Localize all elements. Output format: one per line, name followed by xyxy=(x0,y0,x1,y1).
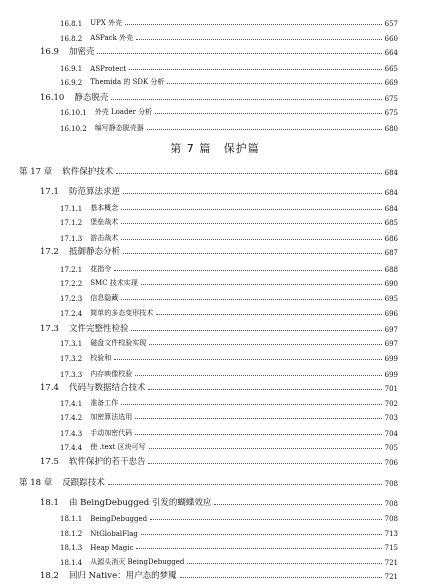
dot-leader xyxy=(121,404,381,405)
toc-entry-title: 信息隐藏 xyxy=(90,294,119,302)
toc-entry-number: 16.10 xyxy=(40,93,65,103)
dot-leader xyxy=(141,534,382,535)
dot-leader xyxy=(149,448,382,449)
dot-leader xyxy=(121,223,381,224)
toc-entry-page: 680 xyxy=(384,125,398,133)
toc-entry-number: 17.2 xyxy=(40,247,59,257)
toc-entry-page: 684 xyxy=(384,189,398,197)
dot-leader xyxy=(187,563,381,564)
toc-entry-page: 705 xyxy=(384,444,398,452)
toc-entry-number: 18.1.3 xyxy=(60,544,83,552)
dot-leader xyxy=(155,113,381,114)
toc-entry-page: 657 xyxy=(384,20,398,28)
dot-leader xyxy=(156,314,381,315)
toc-entry-number: 17.2.3 xyxy=(60,295,83,303)
toc-entry[interactable] xyxy=(40,322,398,334)
dot-leader xyxy=(136,39,382,40)
toc-entry[interactable] xyxy=(40,245,398,257)
toc-entry-page: 675 xyxy=(384,109,398,117)
toc-entry-page: 713 xyxy=(384,530,398,538)
toc-entry[interactable] xyxy=(40,185,398,197)
toc-entry-page: 684 xyxy=(384,169,398,177)
dot-leader xyxy=(135,418,381,419)
toc-entry[interactable] xyxy=(40,45,398,57)
toc-entry-title: 手动加密代码 xyxy=(90,429,133,437)
toc-entry-number: 16.9 xyxy=(40,47,59,57)
toc-entry-page: 675 xyxy=(384,95,398,103)
toc-entry-number: 17.3.2 xyxy=(60,355,83,363)
dot-leader xyxy=(116,173,381,174)
toc-entry-title: 花指令 xyxy=(90,265,112,273)
toc-entry-page: 699 xyxy=(384,371,398,379)
toc-entry-title: 软件保护技术 xyxy=(62,167,114,177)
toc-entry-page: 702 xyxy=(384,400,398,408)
toc-entry[interactable] xyxy=(60,367,398,379)
toc-entry-page: 708 xyxy=(384,515,398,523)
toc-entry-number: 第 18 章 xyxy=(19,478,53,488)
dot-leader xyxy=(136,548,381,549)
dot-leader xyxy=(180,577,382,578)
toc-entry[interactable] xyxy=(40,381,398,393)
toc-entry-page: 688 xyxy=(384,266,398,274)
toc-entry[interactable] xyxy=(40,91,398,103)
toc-entry-number: 17.2.1 xyxy=(60,266,83,274)
dot-leader xyxy=(121,239,381,240)
toc-entry-page: 701 xyxy=(384,385,398,393)
toc-entry-number: 18.1 xyxy=(40,498,59,508)
toc-entry[interactable] xyxy=(60,75,398,87)
dot-leader xyxy=(214,504,381,505)
toc-entry-title: ASPack 外壳 xyxy=(90,34,134,42)
toc-entry[interactable] xyxy=(60,555,398,567)
dot-leader xyxy=(123,253,382,254)
toc-entry-number: 17.4.1 xyxy=(60,400,83,408)
dot-leader xyxy=(123,193,382,194)
toc-entry-title: NtGlobalFlag xyxy=(90,530,138,538)
toc-entry-title: 从源头消灭 BeingDebugged xyxy=(90,558,185,566)
toc-entry-number: 17.2.4 xyxy=(60,310,83,318)
toc-entry-page: 695 xyxy=(384,295,398,303)
toc-entry[interactable] xyxy=(60,201,398,213)
dot-leader xyxy=(149,344,381,345)
toc-entry-title: 文件完整性检验 xyxy=(68,324,129,334)
toc-entry[interactable] xyxy=(60,262,398,274)
toc-entry-page: 708 xyxy=(384,500,398,508)
toc-entry-number: 16.8.1 xyxy=(60,20,83,28)
dot-leader xyxy=(150,519,382,520)
dot-leader xyxy=(131,330,381,331)
toc-entry-title: UPX 外壳 xyxy=(90,19,123,27)
toc-entry-page: 708 xyxy=(384,480,398,488)
toc-entry[interactable] xyxy=(19,476,398,488)
dot-leader xyxy=(167,83,381,84)
toc-entry-page: 721 xyxy=(384,559,398,567)
part-title: 保护篇 xyxy=(223,142,260,155)
toc-entry-page: 715 xyxy=(384,544,398,552)
toc-entry[interactable] xyxy=(60,291,398,303)
toc-entry[interactable] xyxy=(60,526,398,538)
toc-entry[interactable] xyxy=(60,61,398,73)
toc-entry-number: 16.9.2 xyxy=(60,79,83,87)
toc-entry-number: 17.4.2 xyxy=(60,414,83,422)
toc-entry-title: 使 .text 区块可写 xyxy=(90,443,146,451)
toc-entry-page: 665 xyxy=(384,65,398,73)
toc-entry-page: 697 xyxy=(384,340,398,348)
toc-entry[interactable] xyxy=(40,569,398,581)
toc-entry-number: 17.4 xyxy=(40,383,59,393)
dot-leader xyxy=(114,270,381,271)
toc-entry[interactable] xyxy=(60,410,398,422)
toc-entry-number: 18.1.1 xyxy=(60,515,83,523)
toc-entry-number: 16.9.1 xyxy=(60,65,83,73)
toc-entry[interactable] xyxy=(60,105,398,117)
toc-entry-number: 17.4.3 xyxy=(60,430,83,438)
part-heading xyxy=(0,140,430,156)
toc-entry-page: 706 xyxy=(384,459,398,467)
toc-entry-title: 校验和 xyxy=(90,354,112,362)
toc-entry-number: 16.10.1 xyxy=(60,109,87,117)
toc-entry-title: 软件保护的若干忠告 xyxy=(68,457,146,467)
toc-entry-number: 17.1.3 xyxy=(60,235,83,243)
toc-entry-number: 17.3.1 xyxy=(60,340,83,348)
toc-entry-title: 抵御静态分析 xyxy=(68,247,120,257)
toc-entry-page: 697 xyxy=(384,326,398,334)
toc-entry[interactable] xyxy=(40,455,398,467)
toc-entry-number: 18.2 xyxy=(40,571,59,581)
toc-entry[interactable] xyxy=(60,121,398,133)
toc-entry[interactable] xyxy=(60,511,398,523)
toc-entry-title: 游击战术 xyxy=(90,234,119,242)
dot-leader xyxy=(114,359,381,360)
toc-entry-number: 17.3 xyxy=(40,324,59,334)
toc-entry-page: 703 xyxy=(384,414,398,422)
toc-entry-title: 代码与数据结合技术 xyxy=(68,383,146,393)
toc-entry[interactable] xyxy=(60,426,398,438)
toc-entry-page: 686 xyxy=(384,235,398,243)
toc-entry-page: 664 xyxy=(384,49,398,57)
toc-entry[interactable] xyxy=(60,336,398,348)
dot-leader xyxy=(141,284,382,285)
toc-entry-title: 磁盘文件校验实现 xyxy=(90,339,147,347)
toc-entry-title: 准备工作 xyxy=(90,399,119,407)
toc-entry[interactable] xyxy=(40,496,398,508)
toc-entry-title: BeingDebugged xyxy=(90,515,148,523)
toc-entry-page: 696 xyxy=(384,310,398,318)
toc-entry-number: 17.2.2 xyxy=(60,280,83,288)
dot-leader xyxy=(148,463,381,464)
toc-entry-number: 17.5 xyxy=(40,457,59,467)
toc-entry-title: Heap Magic xyxy=(90,544,134,552)
toc-entry-number: 18.1.2 xyxy=(60,530,83,538)
toc-entry[interactable] xyxy=(60,231,398,243)
toc-entry-page: 685 xyxy=(384,219,398,227)
toc-entry-title: 基本概念 xyxy=(90,204,119,212)
dot-leader xyxy=(111,99,381,100)
toc-entry-title: 编写静态脱壳器 xyxy=(94,124,144,132)
toc-entry-page: 690 xyxy=(384,280,398,288)
part-label: 第 7 篇 xyxy=(170,142,212,155)
toc-entry-number: 17.1.1 xyxy=(60,205,83,213)
toc-entry-title: 回归 Native：用户态的梦魇 xyxy=(68,571,177,581)
toc-entry[interactable] xyxy=(60,396,398,408)
toc-entry-title: 简单的多态变形技术 xyxy=(90,309,154,317)
toc-entry[interactable] xyxy=(60,276,398,288)
toc-entry-number: 16.10.2 xyxy=(60,125,87,133)
toc-entry[interactable] xyxy=(60,31,398,43)
toc-entry[interactable] xyxy=(60,540,398,552)
toc-entry-title: 加密壳 xyxy=(68,47,95,57)
toc-entry[interactable] xyxy=(60,215,398,227)
toc-entry-title: ASProtect xyxy=(90,65,127,73)
toc-entry-page: 669 xyxy=(384,79,398,87)
toc-entry-title: 反跟踪技术 xyxy=(62,478,105,488)
dot-leader xyxy=(147,129,382,130)
toc-entry-title: Themida 的 SDK 分析 xyxy=(90,78,165,86)
toc-entry-title: 堡垒战术 xyxy=(90,218,119,226)
toc-entry[interactable] xyxy=(19,165,398,177)
dot-leader xyxy=(129,69,382,70)
toc-entry-page: 721 xyxy=(384,573,398,581)
toc-entry[interactable] xyxy=(60,16,398,28)
toc-entry-number: 17.3.3 xyxy=(60,371,83,379)
dot-leader xyxy=(121,209,381,210)
toc-entry-page: 684 xyxy=(384,205,398,213)
toc-entry-number: 17.1 xyxy=(40,187,59,197)
toc-entry-page: 704 xyxy=(384,430,398,438)
dot-leader xyxy=(125,24,382,25)
toc-entry[interactable] xyxy=(60,306,398,318)
toc-entry[interactable] xyxy=(60,440,398,452)
toc-entry-title: 加密算法选用 xyxy=(90,413,133,421)
toc-entry-title: 由 BeingDebugged 引发的蝴蝶效应 xyxy=(68,498,212,508)
toc-entry-title: 内存映像校验 xyxy=(90,370,133,378)
toc-entry[interactable] xyxy=(60,351,398,363)
toc-entry-title: SMC 技术实现 xyxy=(90,279,138,287)
toc-entry-number: 16.8.2 xyxy=(60,35,83,43)
toc-entry-title: 防范算法求逆 xyxy=(68,187,120,197)
toc-entry-page: 687 xyxy=(384,249,398,257)
toc-entry-page: 660 xyxy=(384,35,398,43)
dot-leader xyxy=(97,53,381,54)
toc-entry-number: 第 17 章 xyxy=(19,167,53,177)
dot-leader xyxy=(108,484,382,485)
toc-entry-number: 17.4.4 xyxy=(60,444,83,452)
toc-entry-title: 静态脱壳 xyxy=(74,93,109,103)
dot-leader xyxy=(135,434,381,435)
toc-entry-title: 外壳 Loader 分析 xyxy=(94,108,153,116)
dot-leader xyxy=(121,299,381,300)
dot-leader xyxy=(135,375,381,376)
toc-entry-number: 18.1.4 xyxy=(60,559,83,567)
toc-entry-number: 17.1.2 xyxy=(60,219,83,227)
toc-entry-page: 699 xyxy=(384,355,398,363)
dot-leader xyxy=(148,389,381,390)
